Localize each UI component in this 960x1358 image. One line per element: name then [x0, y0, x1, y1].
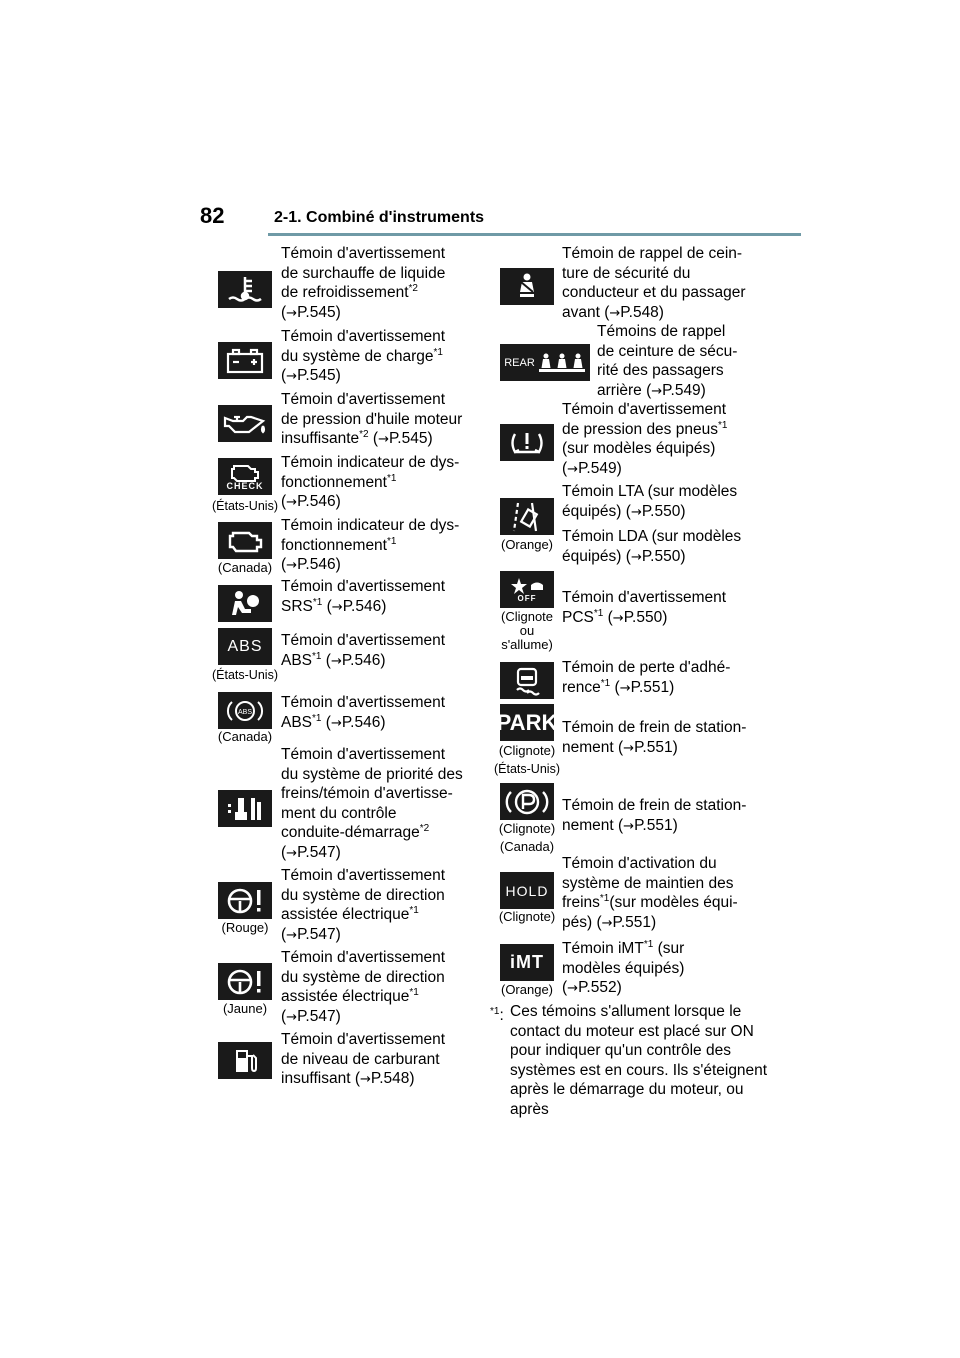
coolant-temp-desc: Témoin d'avertissement de surchauffe de liquide de refroidissement$^{*2}$ (→P.545) — [281, 245, 446, 321]
abs-us-desc: Témoin d'avertissement ABS$^{*1}$ (→P.546) — [281, 632, 446, 669]
sublabel-orange: (Orange) — [500, 537, 554, 552]
rear-label: REAR — [504, 356, 535, 369]
check-engine-canada-desc: Témoin indicateur de dys- fonctionnement$^{*1}$ (→P.546) — [281, 517, 460, 573]
srs-airbag-warning-icon — [218, 585, 272, 622]
sublabel-canada: (Canada) — [217, 560, 273, 575]
abs-warning-icon-canada — [218, 692, 272, 729]
parking-brake-icon-canada — [500, 783, 554, 820]
battery-charge-warning-icon — [218, 342, 272, 379]
parking-brake-icon-us — [496, 704, 558, 741]
low-fuel-warning-icon — [218, 1042, 272, 1079]
srs-desc: Témoin d'avertissement SRS$^{*1}$ (→P.546) — [281, 578, 446, 615]
park-label: PARK — [496, 709, 558, 735]
abs-circle-label: ABS — [237, 708, 253, 716]
parking-brake-canada-desc: Témoin de frein de station- nement (→P.551) — [562, 797, 747, 834]
sublabel-blink-canada: (Clignote) (Canada) — [498, 821, 556, 854]
abs-warning-icon-us — [218, 628, 272, 665]
brake-override-warning-icon — [218, 790, 272, 827]
lda-desc: Témoin LDA (sur modèles équipés) (→P.550) — [562, 528, 742, 565]
sublabel-blink: (Clignote) — [498, 909, 556, 924]
low-fuel-desc: Témoin d'avertissement de niveau de carburant insuffisant (→P.548) — [281, 1031, 446, 1087]
sublabel-orange: (Orange) — [500, 982, 554, 997]
lta-lda-indicator-icon — [500, 498, 554, 535]
seatbelt-front-desc: Témoin de rappel de cein- ture de sécurité du conducteur et du passager avant (→P.548) — [562, 245, 746, 321]
pcs-warning-icon — [500, 571, 554, 608]
sublabel-us: (États-Unis) — [212, 499, 278, 513]
eps-warning-icon-yellow — [218, 963, 272, 1000]
imt-label: iMT — [510, 952, 544, 972]
eps-warning-icon-red — [218, 882, 272, 919]
brake-hold-icon — [500, 872, 554, 909]
page-number: 82 — [200, 203, 225, 228]
oil-pressure-desc: Témoin d'avertissement de pression d'huile moteur insuffisante$^{*2}$ (→P.545) — [281, 391, 463, 447]
brake-override-desc: Témoin d'avertissement du système de priorité des freins/témoin d'avertisse- ment du contrôle conduite-démarrage$^{*2}$ (→P.547) — [281, 746, 463, 861]
footnote — [490, 1002, 780, 1119]
imt-indicator-icon — [500, 944, 554, 981]
coolant-temp-warning-icon — [218, 271, 272, 308]
imt-desc: Témoin iMT$^{*1}$ (sur modèles équipés) (→P.552) — [562, 938, 685, 996]
seatbelt-reminder-rear-icon — [500, 344, 590, 381]
brake-hold-desc: Témoin d'activation du système de maintien des freins$^{*1}$(sur modèles équi- pés) (→P.551) — [562, 855, 738, 931]
eps-yellow-desc: Témoin d'avertissement du système de direction assistée électrique$^{*1}$ (→P.547) — [281, 949, 446, 1025]
off-label: OFF — [517, 594, 537, 603]
oil-pressure-warning-icon — [218, 405, 272, 442]
hold-label: HOLD — [505, 882, 549, 899]
sublabel-yellow: (Jaune) — [222, 1001, 268, 1016]
engine-malfunction-icon-canada — [218, 522, 272, 559]
slip-desc: Témoin de perte d'adhé- rence$^{*1}$ (→P.551) — [562, 659, 731, 696]
sublabel-red: (Rouge) — [221, 920, 269, 935]
sublabel-canada: (Canada) — [217, 729, 273, 744]
check-engine-icon-us — [218, 458, 272, 495]
header-rule — [268, 233, 801, 236]
eps-red-desc: Témoin d'avertissement du système de direction assistée électrique$^{*1}$ (→P.547) — [281, 867, 446, 943]
seatbelt-reminder-front-icon — [500, 268, 554, 305]
footnote-text: Ces témoins s'allument lorsque le contact du moteur est placé sur ON pour indiquer qu'un contrôle des systèmes est en cours. Ils s'éteignent après le démarrage du moteur, ou après — [510, 1003, 768, 1118]
abs-canada-desc: Témoin d'avertissement ABS$^{*1}$ (→P.546) — [281, 694, 446, 731]
charging-system-desc: Témoin d'avertissement du système de charge$^{*1}$ (→P.545) — [281, 328, 446, 384]
section-title: 2-1. Combiné d'instruments — [274, 209, 485, 226]
pcs-desc: Témoin d'avertissement PCS$^{*1}$ (→P.550) — [562, 589, 727, 626]
abs-label: ABS — [227, 637, 263, 655]
seatbelt-rear-desc: Témoins de rappel de ceinture de sécu- rité des passagers arrière (→P.549) — [597, 323, 738, 399]
check-engine-us-desc: Témoin indicateur de dys- fonctionnement$^{*1}$ (→P.546) — [281, 454, 460, 510]
sublabel-us: (États-Unis) — [212, 668, 278, 682]
tire-pressure-warning-icon — [500, 424, 554, 461]
check-label: CHECK — [226, 481, 264, 491]
tire-pressure-desc: Témoin d'avertissement de pression des pneus$^{*1}$ (sur modèles équipés) (→P.549) — [562, 401, 728, 477]
slip-indicator-icon — [500, 662, 554, 699]
sublabel-blink: (Clignote ou s'allume) — [500, 609, 554, 652]
footnote-mark: $^{*1}$: — [490, 1006, 504, 1025]
parking-brake-us-desc: Témoin de frein de station- nement (→P.551) — [562, 719, 747, 756]
sublabel-blink-us: (Clignote) (États-Unis) — [494, 743, 560, 776]
lta-desc: Témoin LTA (sur modèles équipés) (→P.550) — [562, 483, 738, 520]
